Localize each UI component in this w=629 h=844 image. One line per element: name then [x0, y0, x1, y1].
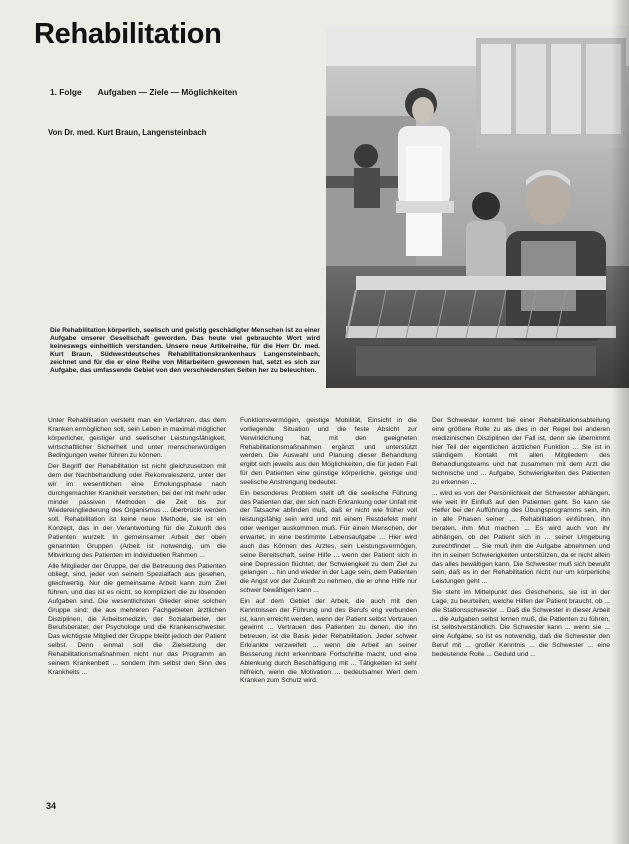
author-line: Von Dr. med. Kurt Braun, Langensteinbach — [48, 128, 207, 137]
paragraph: Sie steht im Mittelpunkt des Geschehens, sie ist in der Lage, zu beurteilen, welche Hilfen der Patient braucht, ob ... die Stationsschwester ... Daß die Schwester in dieser Arbeit ... die Aufgaben selbst lernen muß, die Patienten zu führen, ist selbstverständlich. Die Schwester kann ... wenn sie ... eine Aufgabe, so ist es notwendig, daß die Schwester den Beruf mit ... großer Kenntnis ... die Schwester ... eine bedeutende Rolle ... Geduld und ... — [432, 589, 610, 658]
paragraph: Der Schwester kommt bei einer Rehabilitationsabteilung eine größere Rolle zu als dies in der Regel bei anderen medizinischen Disziplinen der Fall ist, denn sie übernimmt hier Teil der eigentlichen ärztlichen Funktion ... Sie ist in ständigem Kontakt mit allen Mitgliedern des Behandlungsteams und hat zusammen mit dem Arzt die technische und ... Aufgabe, Schwierigkeiten des Patienten zu erkennen ... — [432, 417, 610, 486]
paragraph: Alle Mitglieder der Gruppe, der die Betreuung des Patienten obliegt, sind, jeder von seinem Spezialfach aus gesehen, gleichwertig. Nur die gemeinsame Arbeit kann zum Ziel führen, und das ist es nicht, so kompliziert die zu lösenden Aufgaben sind. Die wesentlichsten Glieder einer solchen Gruppe sind: die aus mehreren Fachgebieten ärztlichen Disziplinen, die Arbeitsmedizin, der Sozialarbeiter, der Berufsberater, der Psychologe und die Krankenschwester. Das wichtigste Mitglied der Gruppe bleibt jedoch der Patient selbst. Denn einmal soll die Zielsetzung der Rehabilitationsmaßnahmen nicht nur das Programm an seinem Krankenbett ... sondern ihm selbst den Sinn des Krankheits ... — [48, 562, 226, 676]
page-number: 34 — [46, 801, 57, 811]
paragraph: Ein auf dem Gebiet der Arbeit, die auch mit den Kenntnissen der Führung und des Berufs eng verbunden ist, kann erreicht werden, wenn der Patient selbst Vertrauen gewinnt ... Vertrauen des Patienten zu denen, die ihn betreuen, ist die Basis jeder Rehabilitation. Jeder schwer Erkrankte verzweifelt ... wenn die Arbeit an seiner Besserung nicht erkennbare Fortschritte macht, und eine Ablenkung durch Beschäftigung mit ... Tätigkeiten ist sehr hilfreich, wenn die Motivation ... bedeutsamer Wert dem Kranken zum Schutz wird. — [240, 597, 417, 685]
page-title: Rehabilitation — [34, 18, 222, 50]
photo-illustration — [326, 26, 629, 388]
text-column-2 — [240, 417, 417, 688]
paragraph: Unter Rehabilitation versteht man ein Verfahren, das dem Kranken ermöglichen soll, sein Leben in maximal möglicher körperlicher, geistiger und seelischer Leistungsfähigkeit, wirtschaftlicher Sicherheit und unter menschenwürdigen Bedingungen weiter führen zu können. — [48, 417, 226, 460]
photo-caption: Die Rehabilitation körperlich, seelisch und geistig geschädigter Menschen ist zu einer Aufgabe unserer Gesellschaft geworden. Das heute viel gebrauchte Wort wird keineswegs einheitlich verstanden. Unsere neue Artikelreihe, für die Herr Dr. med. Kurt Braun, Südwestdeutsches Rehabilitationskrankenhaus Langensteinbach, zeichnet und für die er eine Reihe von Mitarbeitern gewonnen hat, setzt es sich zur Aufgabe, das umfassende Gebiet von den verschiedensten Seiten her zu beleuchten. — [50, 327, 320, 375]
topics-line: Aufgaben — Ziele — Möglichkeiten — [97, 87, 238, 97]
text-column-1 — [48, 417, 226, 679]
subtitle-row — [50, 87, 251, 97]
text-column-3 — [432, 417, 610, 662]
paragraph: Funktionsvermögen, geistige Mobilität, Einsicht in die vorliegende Situation und die feste Absicht zur Verwirklichung hat, mit den geeigneten Rehabilitationsmaßnahmen ergänzt und unterstützt werden. Die Auswahl und Planung dieser Behandlung ergibt sich jeweils aus den Möglichkeiten, die für jeden Fall für den Patienten eine günstige körperliche, geistige und seelische Anstrengung bedeutet. — [240, 417, 417, 486]
series-label: 1. Folge — [50, 87, 82, 97]
paragraph: Der Begriff der Rehabilitation ist nicht gleichzusetzen mit dem der Nachbehandlung oder Rekonvaleszenz, unter der wir im wesentlichen eine Erholungsphase nach durchgemachter Krankheit verstehen, bei der mit mehr oder minder passiven Methoden die Zeit bis zur Wiedereingliederung des Organismus ... überbrückt werden soll. Rehabilitation ist keine neue Methode, sie ist ein Konzept, das in der Verantwortung für die Zukunft des Patienten wurzelt. In gemeinsamer Arbeit der oben genannten Gruppen (Arbeit ist notwendig, um die Mitwirkung des Patienten im individuellen Rahmen ... — [48, 463, 226, 559]
paragraph: ... wird es von der Persönlichkeit der Schwester abhängen, wie weit ihr Einfluß auf den Patienten geht. So kann sie Helfer bei der Aufführung des Übungsprogramms sein, ihn in alle Phasen seiner ... Rehabilitation einführen, ihn beraten, ihm Mut machen ... Es wird auch von ihr abhängen, ob der Patient sich in ... seiner Umgebung zurechtfindet ... Sie muß ihm die Aufgabe abnehmen und ihn in seinen Schwierigkeiten unterstützen, da er nicht allein das alles bewältigen kann. Die Schwester muß sich bewußt sein, daß es in der Rehabilitation nicht nur um körperliche Leistungen geht ... — [432, 489, 610, 586]
photo-rehabilitation-workshop — [326, 26, 629, 388]
paragraph: Ein besonderes Problem stellt oft die seelische Führung des Patienten dar, der sich nach Erkrankung oder Unfall mit der Tatsache abfinden muß, daß er nicht wie früher voll leistungsfähig sein wird und mit einem Restdefekt mehr oder weniger auskommen muß. Für einen Menschen, der erwartet, in eine bestimmte Lebensaufgabe ... Hier wird auch das Können des Arztes, sein Leistungsvermögen, seine Bereitschaft, seine Hilfe ... wenn der Patient sich in eine Depression flüchtet, der Schwierigkeit zu dem Ziel zu gelangen ... hin und wieder in der Lage sein, dem Patienten die Angst vor der Zukunft zu nehmen, die er ohne Hilfe nur schwer bewältigen kann ... — [240, 489, 417, 595]
page-edge-shadow — [611, 0, 629, 844]
